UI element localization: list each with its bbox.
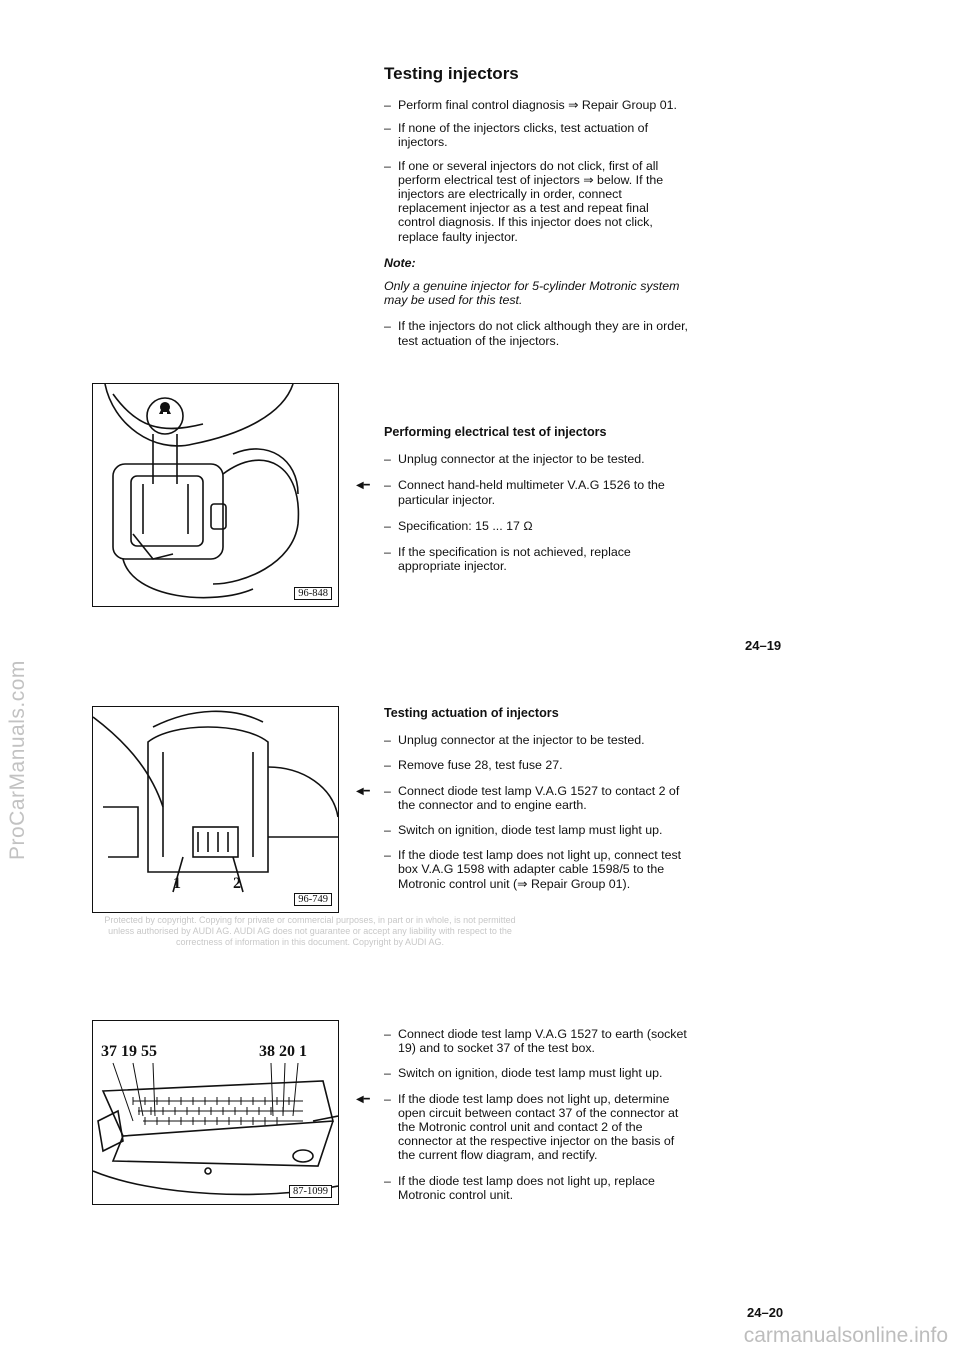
arrow-marker-icon: ◀━: [356, 785, 370, 797]
list-item: – If the injectors do not click although they are in order, test actuation of the injectors.: [384, 319, 688, 348]
list-item: – Specification: 15 ... 17 Ω: [384, 518, 533, 533]
arrow-marker-icon: ◀━: [356, 1093, 370, 1105]
copyright-notice: Protected by copyright. Copying for private or commercial purposes, in part or in whole, is not permitted unless authorised by AUDI AG. AUDI AG does not guarantee or accept any liability with respect to the correctness of information in this document. Copyright by AUDI AG.: [104, 915, 516, 947]
list-item: – Connect diode test lamp V.A.G 1527 to earth (socket 19) and to socket 37 of the test box.: [384, 1027, 687, 1056]
list-item: – If the diode test lamp does not light up, replace Motronic control unit.: [384, 1173, 655, 1202]
figure-illustration: [93, 707, 338, 912]
figure-illustration: [93, 384, 338, 606]
list-item: – If none of the injectors clicks, test actuation of injectors.: [384, 121, 649, 150]
heading-testing-actuation: Testing actuation of injectors: [384, 706, 559, 720]
section1-body: [384, 98, 689, 348]
list-item: – Switch on ignition, diode test lamp must light up.: [384, 1066, 663, 1081]
bottom-watermark: carmanualsonline.info: [743, 1324, 948, 1347]
side-watermark-text: ProCarManuals.com: [6, 660, 29, 860]
section2-body: [356, 425, 689, 574]
figure-socket-labels-right: 38 20 1: [259, 1043, 307, 1060]
figure-socket-labels-left: 37 19 55: [101, 1043, 157, 1060]
figure-multimeter-injector: [92, 383, 339, 607]
section3-body: [356, 706, 689, 891]
page-number: 24–20: [747, 1305, 784, 1320]
figure-injector-connector: [92, 706, 339, 913]
list-item: – Unplug connector at the injector to be tested.: [384, 733, 645, 748]
page-number: 24–19: [745, 638, 782, 653]
note-label: Note:: [384, 255, 416, 270]
figure-code: 87-1099: [289, 1185, 332, 1198]
list-item: ◀━ – Connect hand-held multimeter V.A.G 1526 to the particular injector.: [356, 478, 665, 507]
figure-code: 96-749: [294, 893, 332, 906]
list-item: – Switch on ignition, diode test lamp must light up.: [384, 823, 663, 838]
arrow-marker-icon: ◀━: [356, 480, 370, 492]
figure-label-1: 1: [173, 875, 181, 892]
list-item: – If the specification is not achieved, replace appropriate injector.: [384, 545, 631, 574]
list-item: – Unplug connector at the injector to be tested.: [384, 452, 645, 467]
figure-label-2: 2: [233, 875, 241, 892]
section-title-testing-injectors: Testing injectors: [384, 64, 519, 83]
list-item: – Perform final control diagnosis ⇒ Repair Group 01.: [384, 98, 677, 112]
figure-test-box-sockets: [92, 1020, 339, 1205]
note-text: Only a genuine injector for 5-cylinder Motronic system may be used for this test.: [384, 279, 680, 308]
heading-electrical-test: Performing electrical test of injectors: [384, 425, 607, 439]
section4-body: [356, 1027, 689, 1202]
figure-code: 96-848: [294, 587, 332, 600]
list-item: ◀━ – Connect diode test lamp V.A.G 1527 to contact 2 of the connector and to engine earth.: [356, 783, 680, 812]
list-item: – Remove fuse 28, test fuse 27.: [384, 758, 563, 773]
list-item: ◀━ – If the diode test lamp does not light up, determine open circuit between contact 37 of the connector at the Motronic control unit and contact 2 of the connector at the respective injector on the basis of the current flow diagram, and rectify.: [356, 1091, 679, 1163]
list-item: – If one or several injectors do not click, first of all perform electrical test of injectors ⇒ below. If the injectors are electrically in order, connect replacement injector as a test and repeat final control diagnosis. If this injector does not click, replace faulty injector.: [384, 158, 664, 244]
list-item: – If the diode test lamp does not light up, connect test box V.A.G 1598 with adapter cable 1598/5 to the Motronic control unit (⇒ Repair Group 01).: [384, 848, 682, 891]
